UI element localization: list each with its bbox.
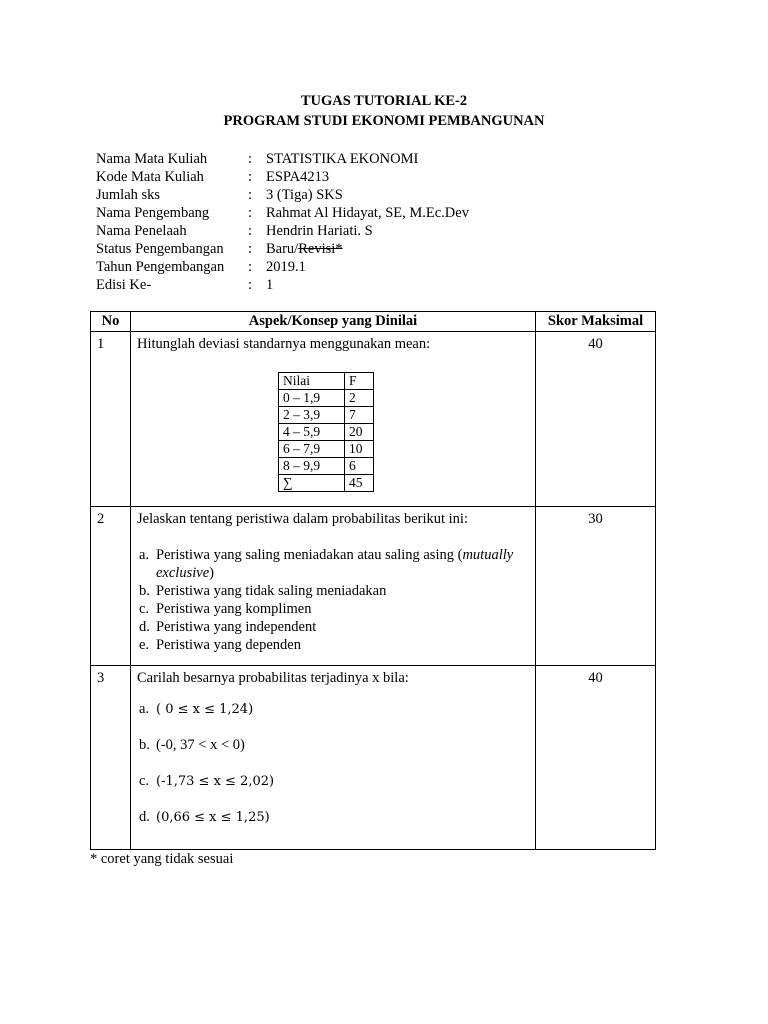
freq-row (279, 390, 374, 407)
reviewer-label: Nama Penelaah (96, 223, 187, 239)
freq-header-frequency: F (345, 373, 374, 390)
list-item: c. (-1,73 ≤ x ≤ 2,02) (139, 773, 275, 789)
freq-header-row (279, 373, 374, 390)
table-row (91, 332, 656, 507)
question-cell (131, 332, 536, 507)
header-no: No (91, 312, 131, 332)
question-cell (131, 507, 536, 666)
question-text: Jelaskan tentang peristiwa dalam probabilitas berikut ini: (137, 511, 468, 527)
list-item: a. ( 0 ≤ x ≤ 1,24) (139, 701, 254, 717)
freq-class: 6 – 7,9 (279, 441, 345, 458)
freq-class: 2 – 3,9 (279, 407, 345, 424)
status-value (266, 240, 343, 258)
colon: : (248, 277, 253, 293)
freq-count: 7 (345, 407, 374, 424)
year-value: 2019.1 (266, 259, 306, 275)
course-name-label: Nama Mata Kuliah (96, 151, 208, 167)
freq-class: 8 – 9,9 (279, 458, 345, 475)
freq-count: 6 (345, 458, 374, 475)
frequency-table (278, 372, 374, 492)
assessment-table (90, 311, 656, 850)
colon: : (248, 187, 253, 203)
freq-row (279, 458, 374, 475)
reviewer-value: Hendrin Hariati. S (266, 223, 373, 239)
status-label: Status Pengembangan (96, 241, 224, 257)
colon: : (248, 151, 253, 167)
colon: : (248, 223, 253, 239)
list-item: e. Peristiwa yang dependen (139, 637, 301, 653)
list-item: d. (0,66 ≤ x ≤ 1,25) (139, 809, 270, 825)
colon: : (248, 259, 253, 275)
developer-value: Rahmat Al Hidayat, SE, M.Ec.Dev (266, 205, 469, 221)
table-row (91, 666, 656, 850)
table-header-row (91, 312, 656, 332)
status-revision-struck: Revisi* (298, 241, 343, 257)
freq-class: 0 – 1,9 (279, 390, 345, 407)
max-score: 40 (536, 666, 656, 850)
sigma-symbol: ∑ (279, 475, 345, 492)
freq-count: 2 (345, 390, 374, 407)
freq-header-value: Nilai (279, 373, 345, 390)
freq-row (279, 441, 374, 458)
max-score: 40 (536, 332, 656, 507)
freq-total-row (279, 475, 374, 492)
course-code-label: Kode Mata Kuliah (96, 169, 204, 185)
freq-count: 20 (345, 424, 374, 441)
freq-class: 4 – 5,9 (279, 424, 345, 441)
question-text: Carilah besarnya probabilitas terjadinya x bila: (137, 670, 409, 686)
edition-value: 1 (266, 277, 274, 293)
status-new: Baru/ (266, 241, 299, 257)
colon: : (248, 241, 253, 257)
colon: : (248, 205, 253, 221)
event-list (137, 546, 529, 654)
course-name-value: STATISTIKA EKONOMI (266, 151, 419, 167)
developer-label: Nama Pengembang (96, 205, 210, 221)
course-code-value: ESPA4213 (266, 169, 330, 185)
list-item: d. Peristiwa yang independent (139, 619, 317, 635)
header-score: Skor Maksimal (536, 312, 656, 332)
credits-value: 3 (Tiga) SKS (266, 187, 343, 203)
question-cell (131, 666, 536, 850)
row-number: 3 (91, 666, 131, 850)
list-item: c. Peristiwa yang komplimen (139, 601, 312, 617)
year-label: Tahun Pengembangan (96, 259, 225, 275)
list-item: b. (-0, 37 < x < 0) (139, 737, 245, 753)
table-row (91, 507, 656, 666)
freq-row (279, 407, 374, 424)
question-text: Hitunglah deviasi standarnya menggunakan mean: (137, 336, 431, 352)
credits-label: Jumlah sks (96, 187, 161, 203)
colon: : (248, 169, 253, 185)
document-title: TUGAS TUTORIAL KE-2 (300, 93, 468, 109)
max-score: 30 (536, 507, 656, 666)
footnote: * coret yang tidak sesuai (90, 851, 234, 867)
row-number: 1 (91, 332, 131, 507)
edition-label: Edisi Ke- (96, 277, 152, 293)
header-aspect: Aspek/Konsep yang Dinilai (131, 312, 536, 332)
freq-count: 10 (345, 441, 374, 458)
freq-total: 45 (345, 475, 374, 492)
freq-row (279, 424, 374, 441)
probability-list (137, 700, 529, 844)
list-item: a. Peristiwa yang saling meniadakan atau saling asing (mutually exclusive) (139, 547, 514, 581)
program-title: PROGRAM STUDI EKONOMI PEMBANGUNAN (223, 113, 545, 129)
row-number: 2 (91, 507, 131, 666)
list-item: b. Peristiwa yang tidak saling meniadakan (139, 583, 387, 599)
